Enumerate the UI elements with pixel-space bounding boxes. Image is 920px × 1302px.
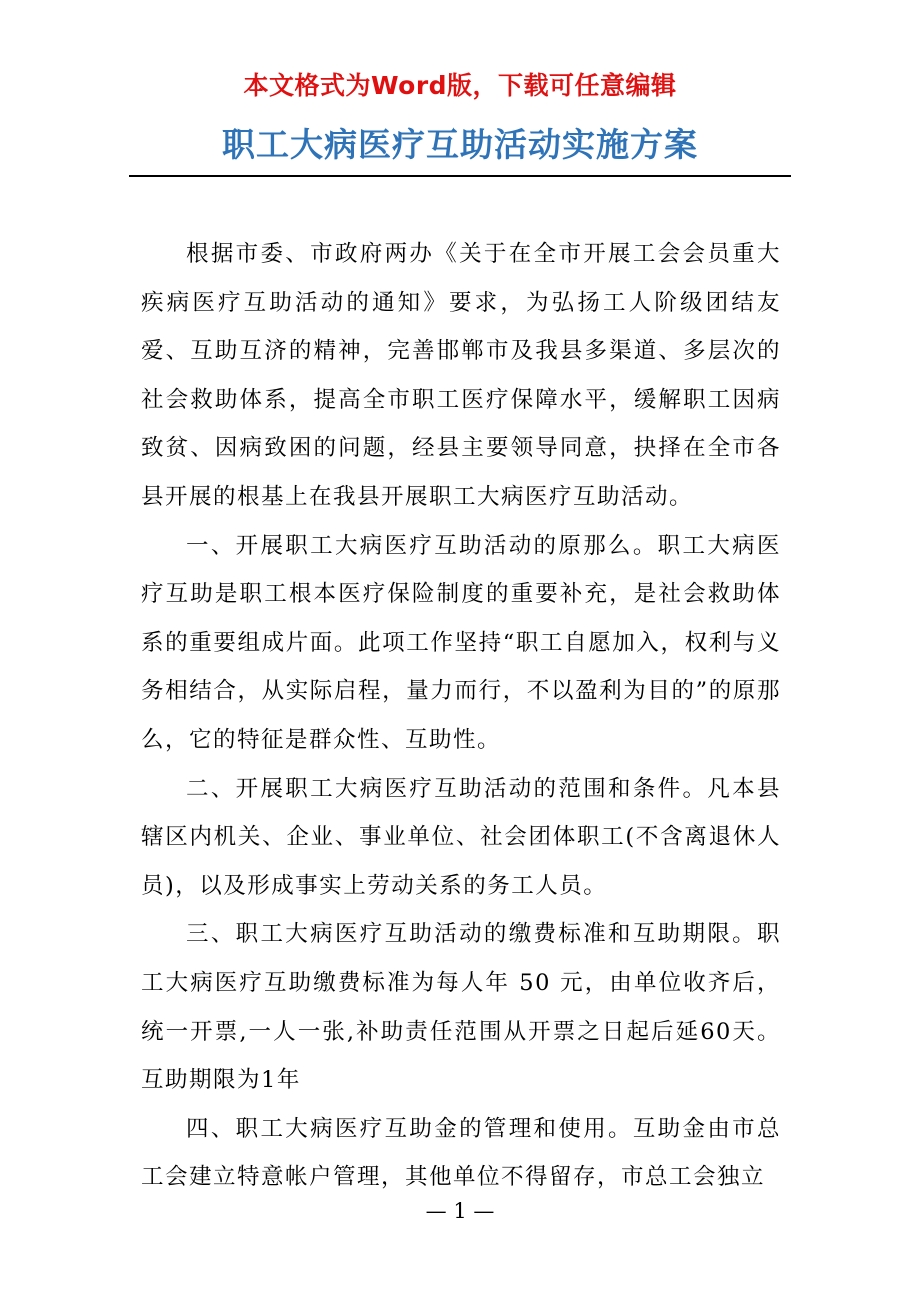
document-body <box>141 230 781 1202</box>
paragraph-section-1: 一、开展职工大病医疗互助活动的原那么。职工大病医疗互助是职工根本医疗保险制度的重要补充，是社会救助体系的重要组成片面。此项工作坚持“职工自愿加入，权利与义务相结合，从实际启程，量力而行，不以盈利为目的”的原那么，它的特征是群众性、互助性。 <box>141 532 781 753</box>
page-number: — 1 — <box>425 1199 495 1223</box>
download-banner: 本文格式为Word版，下载可任意编辑 <box>243 71 677 100</box>
paragraph-intro: 根据市委、市政府两办《关于在全市开展工会会员重大疾病医疗互助活动的通知》要求，为弘扬工人阶级团结友爱、互助互济的精神，完善邯郸市及我县多渠道、多层次的社会救助体系，提高全市职工医疗保障水平，缓解职工因病致贫、因病致困的问题，经县主要领导同意，抉择在全市各县开展的根基上在我县开展职工大病医疗互助活动。 <box>141 241 781 510</box>
title-divider <box>129 175 791 177</box>
document-title: 职工大病医疗互助活动实施方案 <box>222 125 698 164</box>
paragraph-section-4: 四、职工大病医疗互助金的管理和使用。互助金由市总工会建立特意帐户管理，其他单位不得留存，市总工会独立 <box>141 1115 781 1191</box>
paragraph-section-2: 二、开展职工大病医疗互助活动的范围和条件。凡本县辖区内机关、企业、事业单位、社会团体职工(不含离退休人员)，以及形成事实上劳动关系的务工人员。 <box>141 775 781 899</box>
paragraph-section-3: 三、职工大病医疗互助活动的缴费标准和互助期限。职工大病医疗互助缴费标准为每人年 50 元，由单位收齐后，统一开票,一人一张,补助责任范围从开票之日起后延60天。互助期限为1年 <box>141 921 781 1094</box>
